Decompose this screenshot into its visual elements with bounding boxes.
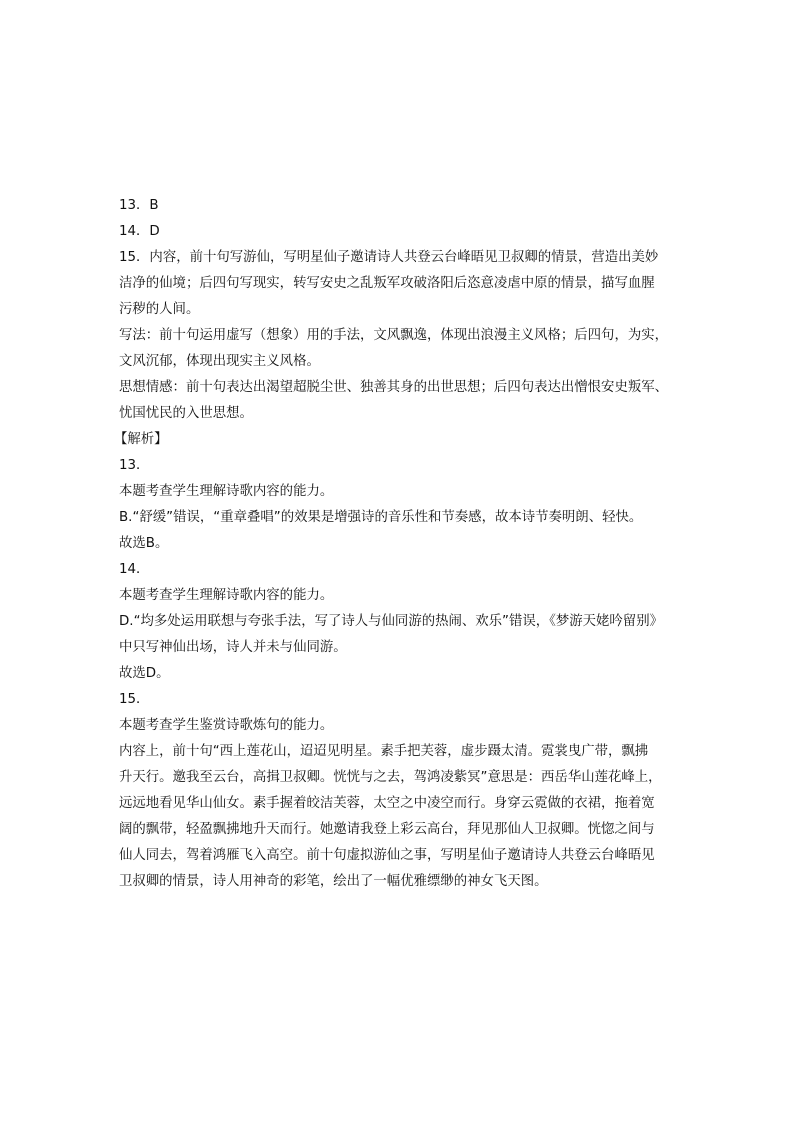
analysis-14-line-2: D.“均多处运用联想与夸张手法，写了诗人与仙同游的热闹、欢乐”错误，《梦游天姥吟留别》 <box>119 614 663 629</box>
analysis-15-line-5: 阔的飘带，轻盈飘拂地升天而行。她邀请我登上彩云高台，拜见那仙人卫叔卿。恍惚之间与 <box>119 822 655 837</box>
answer-15-method-line-1: 写法：前十句运用虚写（想象）用的手法，文风飘逸，体现出浪漫主义风格；后四句，为实， <box>119 328 669 343</box>
analysis-15-line-1: 本题考查学生鉴赏诗歌炼句的能力。 <box>119 718 334 733</box>
answer-15-emotion-line-1: 思想情感：前十句表达出渴望超脱尘世、独善其身的出世思想；后四句表达出憎恨安史叛军、 <box>119 380 669 395</box>
analysis-14-number: 14． <box>119 562 150 577</box>
analysis-15-line-2: 内容上，前十句“西上莲花山，迢迢见明星。素手把芙蓉，虚步蹑太清。霓裳曳广带，飘拂 <box>119 744 649 759</box>
analysis-15-line-6: 仙人同去，驾着鸿雁飞入高空。前十句虚拟游仙之事，写明星仙子邀请诗人共登云台峰晤见 <box>119 848 655 863</box>
analysis-heading: 【解析】 <box>114 432 168 447</box>
analysis-15-line-7: 卫叔卿的情景，诗人用神奇的彩笔，绘出了一幅优雅缥缈的神女飞天图。 <box>119 874 548 889</box>
analysis-15-line-3: 升天行。邀我至云台，高揖卫叔卿。恍恍与之去，驾鸿凌紫冥”意思是：西岳华山莲花峰上， <box>119 770 662 785</box>
analysis-13-line-1: 本题考查学生理解诗歌内容的能力。 <box>119 484 334 499</box>
answer-15-content-line-3: 污秽的人间。 <box>119 302 200 317</box>
answer-13: 13．B <box>119 198 159 213</box>
document-body <box>114 193 685 895</box>
analysis-14-line-3: 中只写神仙出场，诗人并未与仙同游。 <box>119 640 347 655</box>
answer-15-emotion-line-2: 忧国忧民的入世思想。 <box>119 406 253 421</box>
analysis-14-line-1: 本题考查学生理解诗歌内容的能力。 <box>119 588 334 603</box>
answer-15-content-line-1: 15．内容，前十句写游仙，写明星仙子邀请诗人共登云台峰晤见卫叔卿的情景，营造出美妙 <box>119 250 659 265</box>
answer-15-content-line-2: 洁净的仙境；后四句写现实，转写安史之乱叛军攻破洛阳后恣意凌虐中原的情景，描写血腥 <box>119 276 655 291</box>
analysis-13-line-3: 故选B。 <box>119 536 169 551</box>
analysis-15-line-4: 远远地看见华山仙女。素手握着皎洁芙蓉，太空之中凌空而行。身穿云霓做的衣裙，拖着宽 <box>119 796 655 811</box>
answer-15-method-line-2: 文风沉郁，体现出现实主义风格。 <box>119 354 320 369</box>
analysis-13-number: 13． <box>119 458 150 473</box>
analysis-13-line-2: B.“舒缓”错误，“重章叠唱”的效果是增强诗的音乐性和节奏感，故本诗节奏明朗、轻快。 <box>119 510 643 525</box>
analysis-15-number: 15． <box>119 692 150 707</box>
analysis-14-line-4: 故选D。 <box>119 666 170 681</box>
answer-14: 14．D <box>119 224 160 239</box>
